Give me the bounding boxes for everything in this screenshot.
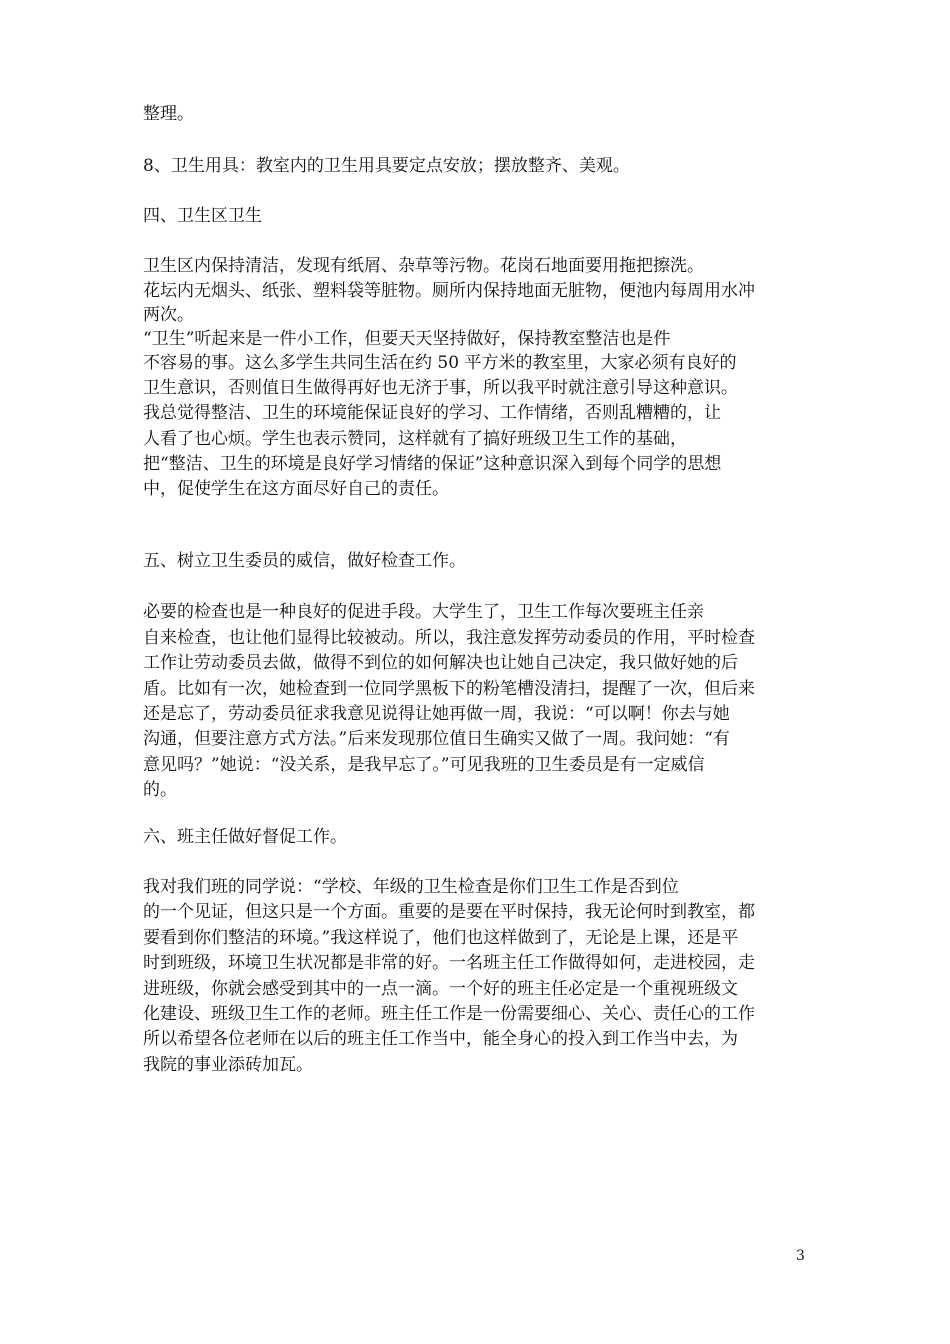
text-line: 意见吗？”她说：“没关系，是我早忘了。”可见我班的卫生委员是有一定威信 [143,755,705,775]
section-heading: 四、卫生区卫生 [143,206,262,226]
text-line: 化建设、班级卫生工作的老师。班主任工作是一份需要细心、关心、责任心的工作 [143,1004,755,1024]
text-line: 中，促使学生在这方面尽好自己的责任。 [143,479,449,499]
text-line: “卫生”听起来是一件小工作，但要天天坚持做好，保持教室整洁也是件 [143,329,671,349]
text-line: 时到班级，环境卫生状况都是非常的好。一名班主任工作做得如何，走进校园，走 [143,953,755,973]
text-line: 的。 [143,780,177,800]
text-line: 沟通，但要注意方式方法。”后来发现那位值日生确实又做了一周。我问她：“有 [143,729,730,749]
text-line: 必要的检查也是一种良好的促进手段。大学生了，卫生工作每次要班主任亲 [143,602,704,622]
text-line: 我总觉得整洁、卫生的环境能保证良好的学习、工作情绪，否则乱糟糟的，让 [143,403,721,423]
text-line: 自来检查，也让他们显得比较被动。所以，我注意发挥劳动委员的作用，平时检查 [143,628,755,648]
section-heading: 六、班主任做好督促工作。 [143,827,347,847]
text-line: 的一个见证，但这只是一个方面。重要的是要在平时保持，我无论何时到教室，都 [143,902,755,922]
text-line: 人看了也心烦。学生也表示赞同，这样就有了搞好班级卫生工作的基础， [143,429,687,449]
text-line: 两次。 [143,305,194,325]
text-line: 所以希望各位老师在以后的班主任工作当中，能全身心的投入到工作当中去，为 [143,1029,738,1049]
text-line: 我院的事业添砖加瓦。 [143,1055,313,1075]
section-heading: 五、树立卫生委员的威信，做好检查工作。 [143,551,466,571]
text-line: 工作让劳动委员去做，做得不到位的如何解决也让她自己决定，我只做好她的后 [143,653,738,673]
page-number: 3 [796,1248,805,1264]
text-line: 不容易的事。这么多学生共同生活在约 50 平方米的教室里，大家必须有良好的 [143,353,737,373]
text-line: 卫生意识，否则值日生做得再好也无济于事，所以我平时就注意引导这种意识。 [143,378,738,398]
text-line: 我对我们班的同学说：“学校、年级的卫生检查是你们卫生工作是否到位 [143,877,679,897]
text-line: 卫生区内保持清洁，发现有纸屑、杂草等污物。花岗石地面要用拖把擦洗。 [143,256,704,276]
text-line: 要看到你们整洁的环境。”我这样说了，他们也这样做到了，无论是上课，还是平 [143,928,739,948]
text-line: 整理。 [143,104,194,124]
text-line: 进班级，你就会感受到其中的一点一滴。一个好的班主任必定是一个重视班级文 [143,979,738,999]
text-line: 8、卫生用具：教室内的卫生用具要定点安放；摆放整齐、美观。 [143,156,630,176]
text-line: 花坛内无烟头、纸张、塑料袋等脏物。厕所内保持地面无脏物，便池内每周用水冲 [143,281,755,301]
text-line: 盾。比如有一次，她检查到一位同学黑板下的粉笔槽没清扫，提醒了一次，但后来 [143,679,755,699]
text-line: 还是忘了，劳动委员征求我意见说得让她再做一周，我说：“可以啊！你去与她 [143,704,730,724]
text-line: 把“整洁、卫生的环境是良好学习情绪的保证”这种意识深入到每个同学的思想 [143,454,722,474]
